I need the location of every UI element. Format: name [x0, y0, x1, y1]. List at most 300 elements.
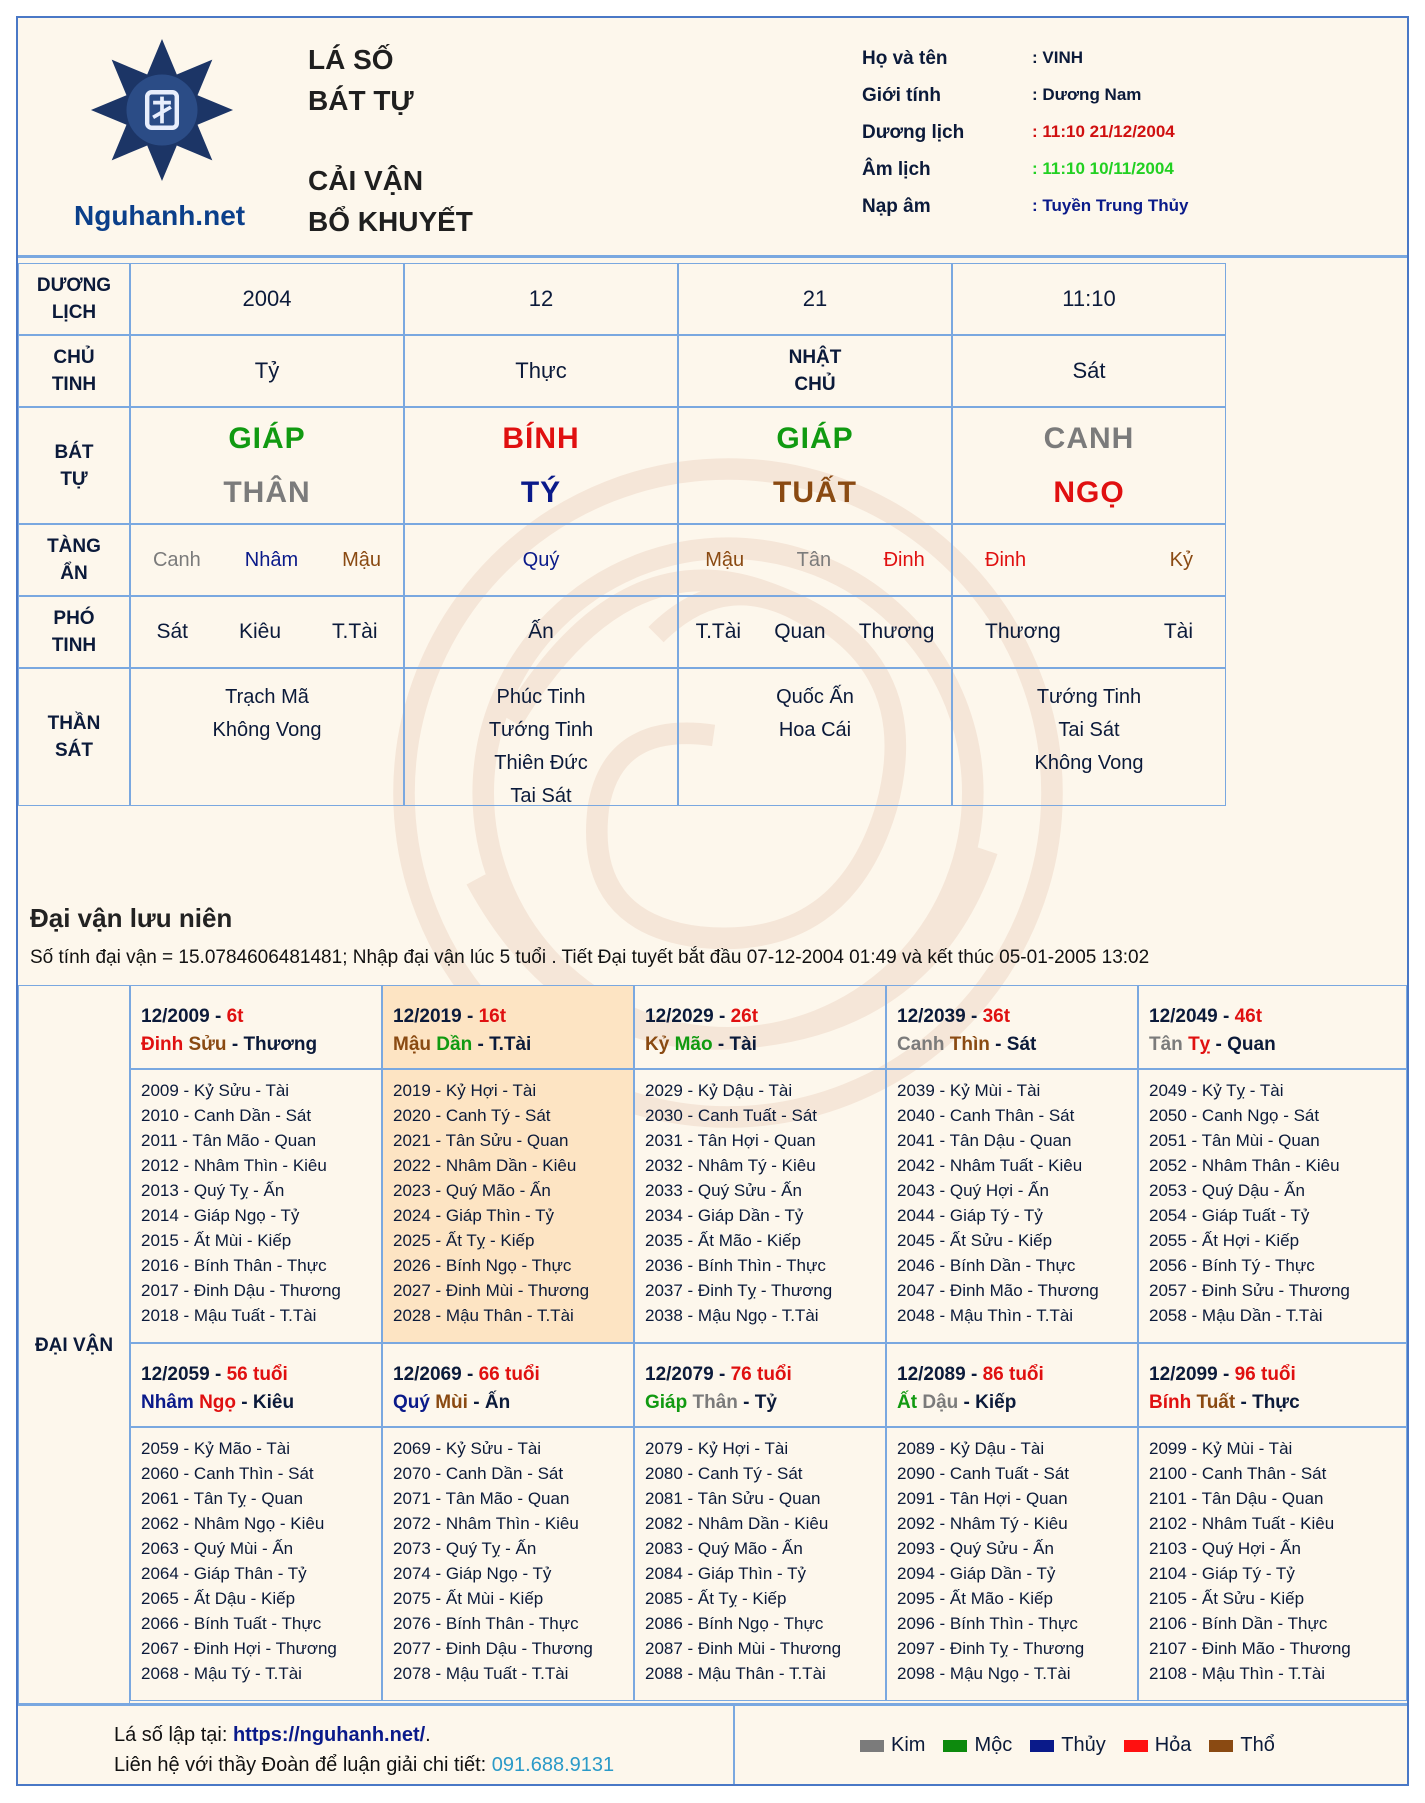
info-label: Nạp âm — [862, 196, 931, 217]
dai-van-branch: Mùi — [435, 1392, 468, 1413]
year-line: 2045 - Ất Sửu - Kiếp — [897, 1231, 1053, 1250]
year-line: 2065 - Ất Dậu - Kiếp — [141, 1589, 296, 1608]
pillar-cell-than_sat — [404, 668, 678, 806]
footer-line1-prefix: Lá số lập tại: — [114, 1724, 233, 1746]
footer-line1-suffix: . — [425, 1724, 431, 1746]
year-line: 2094 - Giáp Dần - Tỷ — [897, 1564, 1056, 1583]
year-line: 2053 - Quý Dậu - Ấn — [1149, 1181, 1305, 1200]
separator: - — [1217, 1006, 1235, 1027]
year-line: 2011 - Tân Mão - Quan — [141, 1131, 317, 1150]
bazi-chart-sheet — [16, 16, 1409, 1786]
spirit-star: Hoa Cái — [778, 719, 852, 741]
dai-van-stem: Kỷ — [645, 1034, 670, 1055]
year-line: 2061 - Tân Tỵ - Quan — [141, 1489, 303, 1508]
sub-star: Thương — [985, 620, 1061, 643]
dai-van-stem: Tân — [1149, 1034, 1183, 1055]
dai-van-age: 76 tuổi — [730, 1364, 792, 1385]
sub-star: Sát — [156, 620, 189, 643]
spirit-star: Thiên Đức — [494, 752, 588, 774]
year-line: 2082 - Nhâm Dần - Kiêu — [645, 1514, 829, 1533]
info-value: : Tuyền Trung Thủy — [1032, 196, 1189, 215]
pillar-cell-bat_tu — [952, 407, 1226, 524]
year-line: 2024 - Giáp Thìn - Tỷ — [393, 1206, 554, 1225]
footer-link[interactable]: https://nguhanh.net/ — [232, 1724, 426, 1746]
year-line: 2093 - Quý Sửu - Ấn — [897, 1539, 1054, 1558]
sub-stars — [679, 620, 951, 644]
pillar-value: 11:10 — [1062, 286, 1116, 311]
year-line: 2044 - Giáp Tý - Tỷ — [897, 1206, 1043, 1225]
hidden-stems — [679, 549, 951, 572]
dai-van-age: 66 tuổi — [478, 1364, 540, 1385]
dai-van-branch: Tỵ — [1188, 1034, 1211, 1055]
info-row — [862, 48, 1382, 85]
dai-van-branch: Mão — [674, 1034, 713, 1055]
hidden-stems — [131, 549, 403, 572]
separator: - — [713, 1006, 731, 1027]
dai-van-age: 36t — [982, 1006, 1011, 1027]
footer-text — [114, 1720, 614, 1780]
separator: - — [958, 1392, 976, 1413]
dai-van-date: 12/2059 — [141, 1364, 210, 1385]
hidden-stem: Kỷ — [1169, 548, 1193, 571]
info-label: Giới tính — [862, 85, 941, 106]
dai-van-header — [1138, 1343, 1407, 1427]
year-line: 2022 - Nhâm Dần - Kiêu — [393, 1156, 577, 1175]
dai-van-star: Quan — [1227, 1034, 1276, 1055]
sub-stars — [953, 620, 1225, 644]
pillar-cell-pho_tinh — [404, 596, 678, 668]
dai-van-branch: Sửu — [188, 1034, 227, 1055]
separator: - — [461, 1006, 479, 1027]
dai-van-years — [886, 1069, 1138, 1343]
dai-van-star: Kiêu — [252, 1392, 295, 1413]
dai-van-age: 56 tuổi — [226, 1364, 288, 1385]
year-line: 2059 - Kỷ Mão - Tài — [141, 1439, 290, 1458]
year-line: 2019 - Kỷ Hợi - Tài — [393, 1081, 537, 1100]
dai-van-star: Kiếp — [975, 1392, 1017, 1413]
year-line: 2069 - Kỷ Sửu - Tài — [393, 1439, 542, 1458]
pillar-value: 21 — [802, 286, 828, 311]
dai-van-years — [886, 1427, 1138, 1701]
separator: - — [461, 1364, 479, 1385]
pillar-cell-tang_an — [678, 524, 952, 596]
separator: - — [467, 1392, 485, 1413]
year-line: 2085 - Ất Tỵ - Kiếp — [645, 1589, 787, 1608]
earthly-branch: TÝ — [520, 475, 562, 509]
dai-van-date: 12/2009 — [141, 1006, 210, 1027]
pillar-main-star: Thực — [515, 358, 567, 383]
info-row — [862, 196, 1382, 233]
dai-van-age: 16t — [478, 1006, 507, 1027]
pillar-cell-than_sat — [130, 668, 404, 806]
pillar-cell-tang_an — [404, 524, 678, 596]
pillar-cell-chu_tinh — [130, 335, 404, 407]
year-line: 2100 - Canh Thân - Sát — [1149, 1464, 1327, 1483]
dai-van-star: Tài — [729, 1034, 757, 1055]
title-line-2: BÁT TỰ — [308, 85, 414, 116]
dai-van-branch: Tuất — [1196, 1392, 1236, 1413]
legend-item — [860, 1734, 925, 1757]
dai-van-branch: Ngọ — [199, 1392, 237, 1413]
year-line: 2032 - Nhâm Tý - Kiêu — [645, 1156, 816, 1175]
separator: - — [737, 1392, 755, 1413]
year-line: 2010 - Canh Dần - Sát — [141, 1106, 312, 1125]
year-line: 2087 - Đinh Mùi - Thương — [645, 1639, 842, 1658]
pillar-cell-pho_tinh — [678, 596, 952, 668]
year-line: 2039 - Kỷ Mùi - Tài — [897, 1081, 1041, 1100]
year-line: 2080 - Canh Tý - Sát — [645, 1464, 803, 1483]
legend-item — [1209, 1734, 1274, 1757]
year-line: 2103 - Quý Hợi - Ấn — [1149, 1539, 1301, 1558]
year-line: 2095 - Ất Mão - Kiếp — [897, 1589, 1053, 1608]
year-line: 2027 - Đinh Mùi - Thương — [393, 1281, 590, 1300]
dai-van-can-chi — [897, 1031, 1137, 1059]
dai-van-date-age — [141, 1361, 381, 1389]
year-line: 2054 - Giáp Tuất - Tỷ — [1149, 1206, 1310, 1225]
year-line: 2031 - Tân Hợi - Quan — [645, 1131, 816, 1150]
year-line: 2098 - Mậu Ngọ - T.Tài — [897, 1664, 1071, 1683]
sub-star: T.Tài — [331, 620, 378, 643]
legend-swatch — [860, 1740, 884, 1752]
footer — [18, 1703, 1407, 1786]
year-line: 2105 - Ất Sửu - Kiếp — [1149, 1589, 1305, 1608]
heavenly-stem: GIÁP — [228, 421, 306, 455]
year-line: 2086 - Bính Ngọ - Thực — [645, 1614, 824, 1633]
year-line: 2088 - Mậu Thân - T.Tài — [645, 1664, 826, 1683]
earthly-branch: NGỌ — [1053, 475, 1125, 509]
spirit-stars — [1035, 681, 1144, 780]
dai-van-age: 86 tuổi — [982, 1364, 1044, 1385]
year-line: 2033 - Quý Sửu - Ấn — [645, 1181, 802, 1200]
separator: - — [965, 1006, 983, 1027]
year-line: 2101 - Tân Dậu - Quan — [1149, 1489, 1324, 1508]
dai-van-can-chi — [645, 1389, 885, 1417]
year-line: 2071 - Tân Mão - Quan — [393, 1489, 570, 1508]
year-line: 2030 - Canh Tuất - Sát — [645, 1106, 817, 1125]
year-line: 2064 - Giáp Thân - Tỷ — [141, 1564, 307, 1583]
info-row — [862, 85, 1382, 122]
dai-van-can-chi — [141, 1389, 381, 1417]
dai-van-can-chi — [1149, 1389, 1406, 1417]
dai-van-can-chi — [393, 1031, 633, 1059]
spirit-star: Trạch Mã — [225, 686, 309, 708]
can-chi-stack — [773, 412, 857, 520]
dai-van-branch: Thìn — [949, 1034, 990, 1055]
site-name: Nguhanh.net — [74, 200, 246, 231]
year-line: 2072 - Nhâm Thìn - Kiêu — [393, 1514, 579, 1533]
title-line-1: LÁ SỐ — [308, 44, 394, 75]
dai-van-years — [382, 1069, 634, 1343]
year-line: 2050 - Canh Ngọ - Sát — [1149, 1106, 1320, 1125]
pillar-main-star: NHẬT CHỦ — [788, 347, 842, 395]
year-line: 2036 - Bính Thìn - Thực — [645, 1256, 826, 1275]
legend-swatch — [1124, 1740, 1148, 1752]
sub-stars — [405, 620, 677, 644]
year-line: 2016 - Bính Thân - Thực — [141, 1256, 327, 1275]
separator: - — [1217, 1364, 1235, 1385]
dai-van-header — [886, 985, 1138, 1069]
legend-item — [1030, 1734, 1105, 1757]
dai-van-date: 12/2029 — [645, 1006, 714, 1027]
year-line: 2091 - Tân Hợi - Quan — [897, 1489, 1068, 1508]
spirit-star: Tướng Tinh — [488, 719, 594, 741]
separator: - — [1210, 1034, 1228, 1055]
row-label-chu_tinh: CHỦ TINH — [18, 335, 130, 407]
legend-label: Thủy — [1061, 1734, 1106, 1756]
hidden-stem: Tân — [796, 548, 832, 571]
row-label-tang_an: TÀNG ẨN — [18, 524, 130, 596]
pillar-cell-tang_an — [130, 524, 404, 596]
year-line: 2021 - Tân Sửu - Quan — [393, 1131, 569, 1150]
dai-van-date-age — [897, 1003, 1137, 1031]
dai-van-date-age — [1149, 1003, 1406, 1031]
can-chi-stack — [1044, 412, 1135, 520]
info-value: : Dương Nam — [1032, 85, 1142, 104]
dai-van-label: ĐẠI VẬN — [18, 985, 130, 1705]
pillar-cell-bat_tu — [404, 407, 678, 524]
dai-van-header — [130, 1343, 382, 1427]
logo-star-icon — [88, 36, 236, 184]
year-line: 2034 - Giáp Dần - Tỷ — [645, 1206, 804, 1225]
dai-van-star: Sát — [1006, 1034, 1037, 1055]
dai-van-years — [130, 1427, 382, 1701]
year-line: 2015 - Ất Mùi - Kiếp — [141, 1231, 292, 1250]
spirit-star: Tướng Tinh — [1036, 686, 1142, 708]
sub-star: Kiêu — [238, 620, 282, 643]
legend-label: Thổ — [1240, 1734, 1275, 1756]
year-line: 2055 - Ất Hợi - Kiếp — [1149, 1231, 1300, 1250]
dai-van-years — [382, 1427, 634, 1701]
dai-van-years — [130, 1069, 382, 1343]
dai-van-date-age — [645, 1003, 885, 1031]
element-legend — [860, 1734, 1275, 1757]
year-line: 2046 - Bính Dần - Thực — [897, 1256, 1076, 1275]
heavenly-stem: CANH — [1043, 421, 1135, 455]
year-line: 2096 - Bính Thìn - Thực — [897, 1614, 1078, 1633]
earthly-branch: THÂN — [223, 475, 311, 509]
dai-van-date-age — [393, 1003, 633, 1031]
year-line: 2012 - Nhâm Thìn - Kiêu — [141, 1156, 327, 1175]
legend-item — [943, 1734, 1012, 1757]
spirit-stars — [213, 681, 322, 747]
year-line: 2099 - Kỷ Mùi - Tài — [1149, 1439, 1293, 1458]
pillar-cell-duong_lich — [404, 263, 678, 335]
year-line: 2029 - Kỷ Dậu - Tài — [645, 1081, 793, 1100]
pillar-cell-than_sat — [678, 668, 952, 806]
personal-info — [862, 48, 1382, 233]
year-line: 2025 - Ất Tỵ - Kiếp — [393, 1231, 535, 1250]
can-chi-stack — [223, 412, 310, 520]
dai-van-stem: Giáp — [645, 1392, 688, 1413]
separator: - — [965, 1364, 983, 1385]
dai-van-branch: Thân — [692, 1392, 738, 1413]
year-line: 2083 - Quý Mão - Ấn — [645, 1539, 803, 1558]
year-line: 2028 - Mậu Thân - T.Tài — [393, 1306, 574, 1325]
year-line: 2048 - Mậu Thìn - T.Tài — [897, 1306, 1074, 1325]
heavenly-stem: GIÁP — [776, 421, 854, 455]
dai-van-date-age — [393, 1361, 633, 1389]
year-line: 2090 - Canh Tuất - Sát — [897, 1464, 1069, 1483]
dai-van-date: 12/2099 — [1149, 1364, 1218, 1385]
spirit-star: Không Vong — [1034, 752, 1144, 774]
legend-label: Kim — [891, 1734, 926, 1756]
year-line: 2097 - Đinh Tỵ - Thương — [897, 1639, 1085, 1658]
row-label-duong_lich: DƯƠNG LỊCH — [18, 263, 130, 335]
year-line: 2026 - Bính Ngọ - Thực — [393, 1256, 572, 1275]
dai-van-stem: Đinh — [141, 1034, 184, 1055]
year-line: 2108 - Mậu Thìn - T.Tài — [1149, 1664, 1326, 1683]
dai-van-date-age — [1149, 1361, 1406, 1389]
footer-line2-prefix: Liên hệ với thầy Đoàn để luận giải chi tiết: — [114, 1754, 492, 1776]
year-line: 2058 - Mậu Dần - T.Tài — [1149, 1306, 1323, 1325]
pillar-cell-tang_an — [952, 524, 1226, 596]
year-line: 2017 - Đinh Dậu - Thương — [141, 1281, 341, 1300]
year-line: 2063 - Quý Mùi - Ấn — [141, 1539, 294, 1558]
year-line: 2067 - Đinh Hợi - Thương — [141, 1639, 337, 1658]
year-line: 2009 - Kỷ Sửu - Tài — [141, 1081, 290, 1100]
dai-van-can-chi — [645, 1031, 885, 1059]
year-line: 2038 - Mậu Ngọ - T.Tài — [645, 1306, 819, 1325]
dai-van-date-age — [897, 1361, 1137, 1389]
separator: - — [989, 1034, 1007, 1055]
hidden-stem: Mậu — [342, 548, 381, 571]
dai-van-stem: Ất — [897, 1392, 918, 1413]
separator: - — [472, 1034, 490, 1055]
spirit-star: Tai Sát — [510, 785, 572, 807]
dai-van-years — [634, 1069, 886, 1343]
year-line: 2056 - Bính Tý - Thực — [1149, 1256, 1315, 1275]
dai-van-date: 12/2079 — [645, 1364, 714, 1385]
pillar-cell-chu_tinh — [952, 335, 1226, 407]
dai-van-age: 6t — [226, 1006, 244, 1027]
dai-van-header — [382, 1343, 634, 1427]
dai-van-star: Thực — [1252, 1392, 1300, 1413]
year-line: 2078 - Mậu Tuất - T.Tài — [393, 1664, 569, 1683]
separator: - — [713, 1364, 731, 1385]
dai-van-years — [1138, 1427, 1407, 1701]
can-chi-stack — [502, 412, 579, 520]
header — [18, 18, 1407, 258]
year-line: 2057 - Đinh Sửu - Thương — [1149, 1281, 1350, 1300]
dai-van-header — [130, 985, 382, 1069]
pillar-cell-duong_lich — [678, 263, 952, 335]
sub-star: Thương — [858, 620, 935, 643]
spirit-star: Tai Sát — [1058, 719, 1120, 741]
year-line: 2049 - Kỷ Tỵ - Tài — [1149, 1081, 1284, 1100]
year-line: 2037 - Đinh Tỵ - Thương — [645, 1281, 833, 1300]
year-line: 2023 - Quý Mão - Ấn — [393, 1181, 551, 1200]
hidden-stems — [953, 549, 1225, 572]
year-line: 2077 - Đinh Dậu - Thương — [393, 1639, 593, 1658]
year-line: 2070 - Canh Dần - Sát — [393, 1464, 564, 1483]
year-line: 2066 - Bính Tuất - Thực — [141, 1614, 322, 1633]
year-line: 2014 - Giáp Ngọ - Tỷ — [141, 1206, 300, 1225]
legend-label: Mộc — [974, 1734, 1013, 1756]
pillar-value: 2004 — [242, 286, 292, 311]
four-pillars-table — [18, 263, 1407, 903]
pillar-main-star: Sát — [1072, 358, 1106, 383]
year-line: 2106 - Bính Dần - Thực — [1149, 1614, 1328, 1633]
dai-van-header — [382, 985, 634, 1069]
pillar-value: 12 — [528, 286, 554, 311]
dai-van-stem: Nhâm — [141, 1392, 194, 1413]
info-value: : 11:10 10/11/2004 — [1032, 159, 1174, 178]
year-line: 2060 - Canh Thìn - Sát — [141, 1464, 314, 1483]
dai-van-age: 26t — [730, 1006, 759, 1027]
separator: - — [209, 1006, 227, 1027]
info-label: Họ và tên — [862, 48, 948, 69]
title-line-3: CẢI VẬN — [308, 165, 424, 196]
year-line: 2104 - Giáp Tý - Tỷ — [1149, 1564, 1295, 1583]
year-line: 2074 - Giáp Ngọ - Tỷ — [393, 1564, 552, 1583]
hidden-stem: Mậu — [705, 548, 745, 571]
year-line: 2068 - Mậu Tý - T.Tài — [141, 1664, 302, 1683]
hidden-stem: Đinh — [883, 548, 925, 571]
dai-van-star: Ấn — [484, 1392, 511, 1413]
separator: - — [1235, 1392, 1253, 1413]
earthly-branch: TUẤT — [773, 475, 857, 509]
sub-star: Ấn — [528, 620, 554, 643]
title-line-4: BỔ KHUYẾT — [308, 206, 473, 237]
pillar-cell-than_sat — [952, 668, 1226, 806]
year-line: 2052 - Nhâm Thân - Kiêu — [1149, 1156, 1340, 1175]
spirit-star: Không Vong — [212, 719, 322, 741]
dai-van-can-chi — [897, 1389, 1137, 1417]
dai-van-date: 12/2049 — [1149, 1006, 1218, 1027]
dai-van-date: 12/2069 — [393, 1364, 462, 1385]
dai-van-header — [634, 985, 886, 1069]
year-line: 2084 - Giáp Thìn - Tỷ — [645, 1564, 806, 1583]
dai-van-header — [634, 1343, 886, 1427]
row-label-bat_tu: BÁT TỰ — [18, 407, 130, 524]
separator: - — [226, 1034, 244, 1055]
year-line: 2107 - Đinh Mão - Thương — [1149, 1639, 1351, 1658]
info-row — [862, 122, 1382, 159]
year-line: 2081 - Tân Sửu - Quan — [645, 1489, 821, 1508]
sub-star: Tài — [1163, 620, 1193, 643]
year-line: 2013 - Quý Tỵ - Ấn — [141, 1181, 285, 1200]
dai-van-age: 96 tuổi — [1234, 1364, 1296, 1385]
dai-van-branch: Dậu — [922, 1392, 959, 1413]
footer-phone[interactable]: 091.688.9131 — [491, 1754, 615, 1776]
dai-van-header — [886, 1343, 1138, 1427]
year-line: 2018 - Mậu Tuất - T.Tài — [141, 1306, 317, 1325]
hidden-stem: Canh — [152, 548, 201, 571]
heavenly-stem: BÍNH — [502, 421, 580, 455]
pillar-cell-duong_lich — [952, 263, 1226, 335]
pillar-cell-bat_tu — [130, 407, 404, 524]
separator: - — [236, 1392, 253, 1413]
pillar-cell-chu_tinh — [678, 335, 952, 407]
dai-van-stem: Bính — [1149, 1392, 1192, 1413]
year-line: 2020 - Canh Tý - Sát — [393, 1106, 551, 1125]
dai-van-can-chi — [393, 1389, 633, 1417]
info-row — [862, 159, 1382, 196]
spirit-star: Phúc Tinh — [496, 686, 586, 708]
sub-stars — [131, 620, 403, 644]
year-line: 2035 - Ất Mão - Kiếp — [645, 1231, 801, 1250]
pillar-cell-pho_tinh — [952, 596, 1226, 668]
pillar-cell-chu_tinh — [404, 335, 678, 407]
dai-van-age: 46t — [1234, 1006, 1263, 1027]
spirit-star: Quốc Ấn — [776, 686, 854, 708]
year-line: 2051 - Tân Mùi - Quan — [1149, 1131, 1320, 1150]
dai-van-title: Đại vận lưu niên — [30, 903, 233, 933]
pillar-cell-pho_tinh — [130, 596, 404, 668]
year-line: 2102 - Nhâm Tuất - Kiêu — [1149, 1514, 1335, 1533]
dai-van-stem: Canh — [897, 1034, 945, 1055]
sub-star: Quan — [774, 620, 826, 643]
